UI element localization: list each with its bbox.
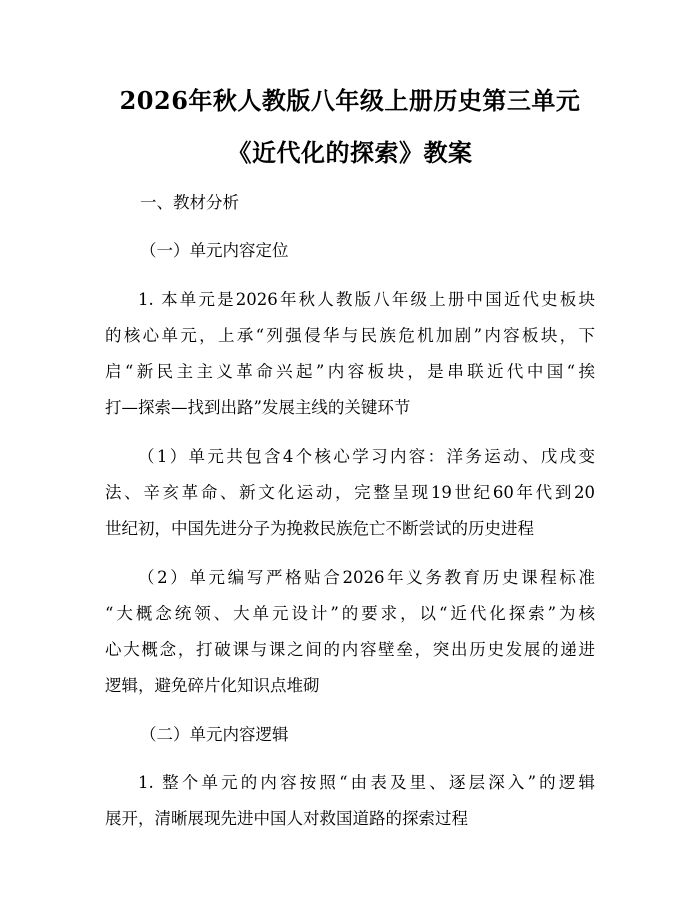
document-title-line-1: 2026年秋人教版八年级上册历史第三单元 (119, 86, 581, 115)
section-heading-teaching-material-analysis: 一、教材分析 (140, 193, 239, 212)
paragraph-line: 世纪初，中国先进分子为挽救民族危亡不断尝试的历史进程 (105, 519, 534, 538)
paragraph-line: （1）单元共包含4个核心学习内容：洋务运动、戊戌变 (138, 447, 595, 466)
paragraph-line: 1. 本单元是2026年秋人教版八年级上册中国近代史板块 (138, 290, 595, 309)
paragraph-line: 启“新民主主义革命兴起”内容板块，是串联近代中国“挨 (105, 362, 595, 381)
paragraph-line: 的核心单元，上承“列强侵华与民族危机加剧”内容板块，下 (105, 326, 595, 345)
paragraph-line: 逻辑，避免碎片化知识点堆砌 (105, 676, 320, 695)
subsection-heading-unit-logic: （二）单元内容逻辑 (140, 725, 289, 744)
paragraph-line: 打—探索—找到出路”发展主线的关键环节 (105, 398, 411, 417)
paragraph-line: “大概念统领、大单元设计”的要求，以“近代化探索”为核 (105, 604, 595, 623)
paragraph-line: 心大概念，打破课与课之间的内容壁垒，突出历史发展的递进 (105, 640, 595, 659)
document-title-line-2: 《近代化的探索》教案 (227, 138, 473, 167)
paragraph-line: 法、辛亥革命、新文化运动，完整呈现19世纪60年代到20 (105, 483, 595, 502)
paragraph-line: 展开，清晰展现先进中国人对救国道路的探索过程 (105, 809, 468, 828)
paragraph-line: （2）单元编写严格贴合2026年义务教育历史课程标准 (138, 568, 595, 587)
subsection-heading-unit-positioning: （一）单元内容定位 (140, 241, 289, 260)
paragraph-line: 1. 整个单元的内容按照“由表及里、逐层深入”的逻辑 (138, 773, 595, 792)
